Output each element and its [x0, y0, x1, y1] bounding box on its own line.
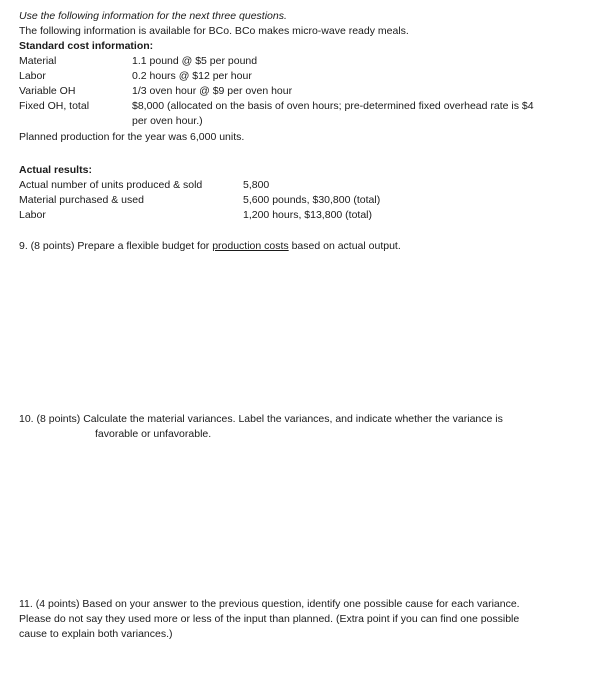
intro-text: Use the following information for the next three questions.: [19, 10, 287, 22]
actual-results-heading: Actual results:: [19, 164, 92, 176]
variable-oh-standard: 1/3 oven hour @ $9 per oven hour: [132, 85, 293, 97]
material-label: Material: [19, 55, 57, 67]
question-9: [19, 240, 401, 253]
question-10-line-2: favorable or unfavorable.: [95, 428, 212, 440]
fixed-oh-standard: $8,000 (allocated on the basis of oven hours; pre-determined fixed overhead rate is $4: [132, 100, 534, 112]
question-11-line-3: cause to explain both variances.): [19, 628, 173, 640]
labor-standard: 0.2 hours @ $12 per hour: [132, 70, 252, 82]
question-9-underlined: production costs: [212, 240, 289, 252]
fixed-oh-label: Fixed OH, total: [19, 100, 90, 112]
actual-units-value: 5,800: [243, 179, 270, 191]
question-9-suffix: based on actual output.: [288, 240, 401, 252]
question-9-prefix: 9. (8 points) Prepare a flexible budget for: [19, 240, 213, 252]
actual-labor-label: Labor: [19, 209, 46, 221]
company-description: The following information is available for BCo. BCo makes micro-wave ready meals.: [19, 25, 409, 37]
question-11-line-2: Please do not say they used more or less of the input than planned. (Extra point if you can find one possible: [19, 613, 520, 625]
planned-production: Planned production for the year was 6,000 units.: [19, 131, 245, 143]
material-standard: 1.1 pound @ $5 per pound: [132, 55, 258, 67]
actual-units-label: Actual number of units produced & sold: [19, 179, 203, 191]
standard-cost-heading: Standard cost information:: [19, 40, 154, 52]
material-purchased-label: Material purchased & used: [19, 194, 144, 206]
fixed-oh-standard-continued: per oven hour.): [132, 115, 203, 127]
question-11-line-1: 11. (4 points) Based on your answer to the previous question, identify one possible cause for each variance.: [19, 598, 520, 610]
labor-label: Labor: [19, 70, 46, 82]
actual-labor-value: 1,200 hours, $13,800 (total): [243, 209, 373, 221]
material-purchased-value: 5,600 pounds, $30,800 (total): [243, 194, 381, 206]
question-10-line-1: 10. (8 points) Calculate the material variances. Label the variances, and indicate whether the variance is: [19, 413, 503, 425]
variable-oh-label: Variable OH: [19, 85, 76, 97]
